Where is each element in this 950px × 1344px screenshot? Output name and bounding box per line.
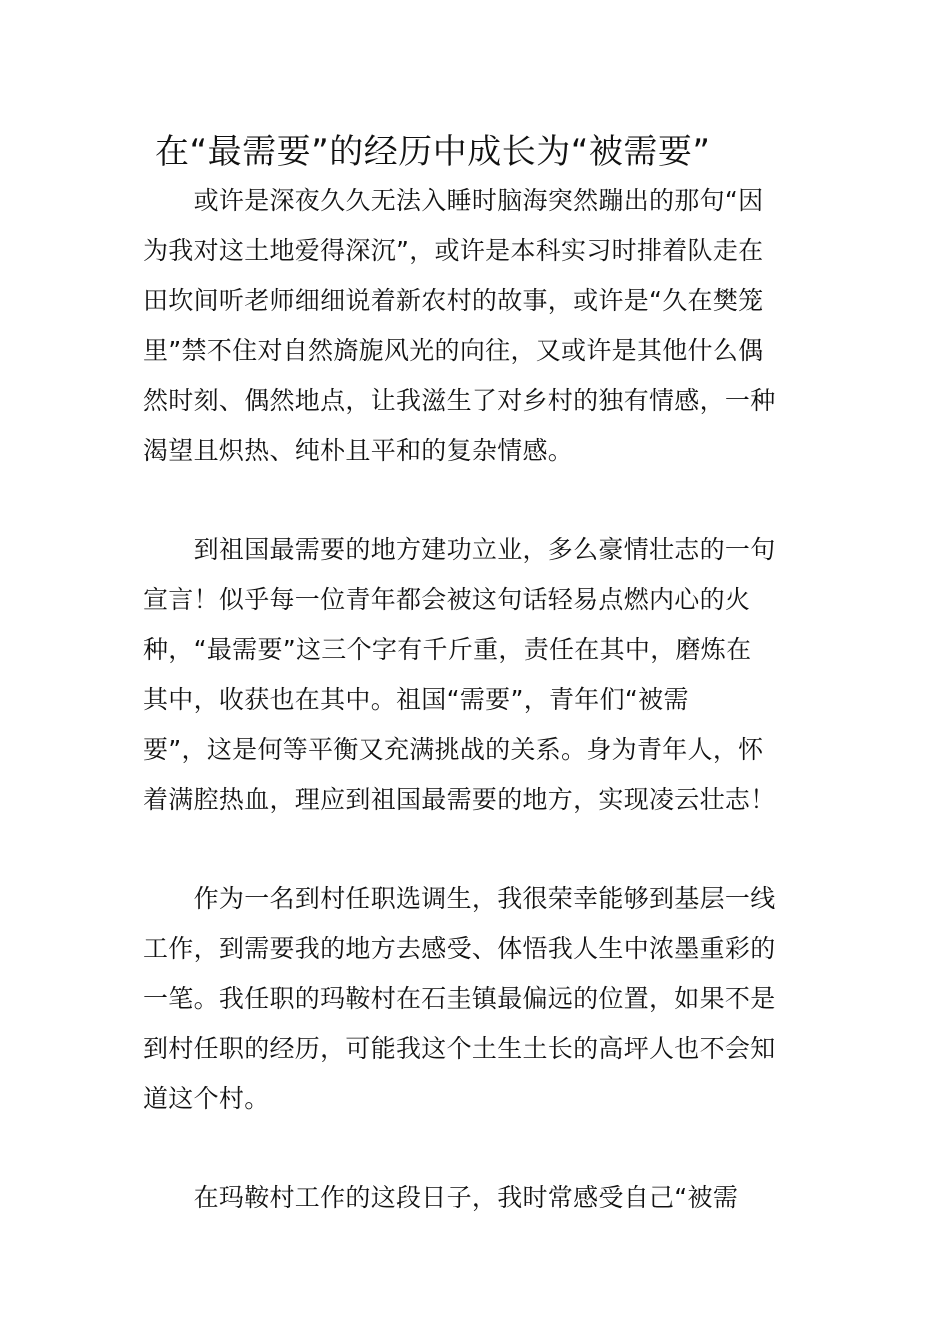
paragraph-line: 一笔。我任职的玛鞍村在石圭镇最偏远的位置，如果不是 <box>143 984 776 1013</box>
paragraph-line: 要”，这是何等平衡又充满挑战的关系。身为青年人，怀 <box>143 735 764 764</box>
paragraph-line: 作为一名到村任职选调生，我很荣幸能够到基层一线 <box>143 884 776 913</box>
paragraph-line: 宣言！似乎每一位青年都会被这句话轻易点燃内心的火 <box>143 585 751 614</box>
paragraph-line: 在玛鞍村工作的这段日子，我时常感受自己“被需 <box>143 1183 739 1212</box>
paragraph-line: 然时刻、偶然地点，让我滋生了对乡村的独有情感，一种 <box>143 386 776 415</box>
paragraph-line: 到村任职的经历，可能我这个土生土长的高坪人也不会知 <box>143 1034 776 1063</box>
paragraph-line: 着满腔热血，理应到祖国最需要的地方，实现凌云壮志！ <box>143 785 776 814</box>
paragraph-line: 工作，到需要我的地方去感受、体悟我人生中浓墨重彩的 <box>143 934 776 963</box>
paragraph-line: 为我对这土地爱得深沉”，或许是本科实习时排着队走在 <box>143 236 764 265</box>
paragraph-line: 种，“最需要”这三个字有千斤重，责任在其中，磨炼在 <box>143 635 752 664</box>
paragraph-line: 到祖国最需要的地方建功立业，多么豪情壮志的一句 <box>143 535 776 564</box>
paragraph-line: 渴望且炽热、纯朴且平和的复杂情感。 <box>143 436 574 465</box>
paragraph-line: 里”禁不住对自然旖旎风光的向往，又或许是其他什么偶 <box>143 336 764 365</box>
paragraph-line: 田坎间听老师细细说着新农村的故事，或许是“久在樊笼 <box>143 286 764 315</box>
paragraph-line: 或许是深夜久久无法入睡时脑海突然蹦出的那句“因 <box>143 186 764 215</box>
paragraph-line: 道这个村。 <box>143 1084 270 1113</box>
document-title: 在“最需要”的经历中成长为“被需要” <box>155 132 711 172</box>
paragraph-line: 其中，收获也在其中。祖国“需要”，青年们“被需 <box>143 685 689 714</box>
